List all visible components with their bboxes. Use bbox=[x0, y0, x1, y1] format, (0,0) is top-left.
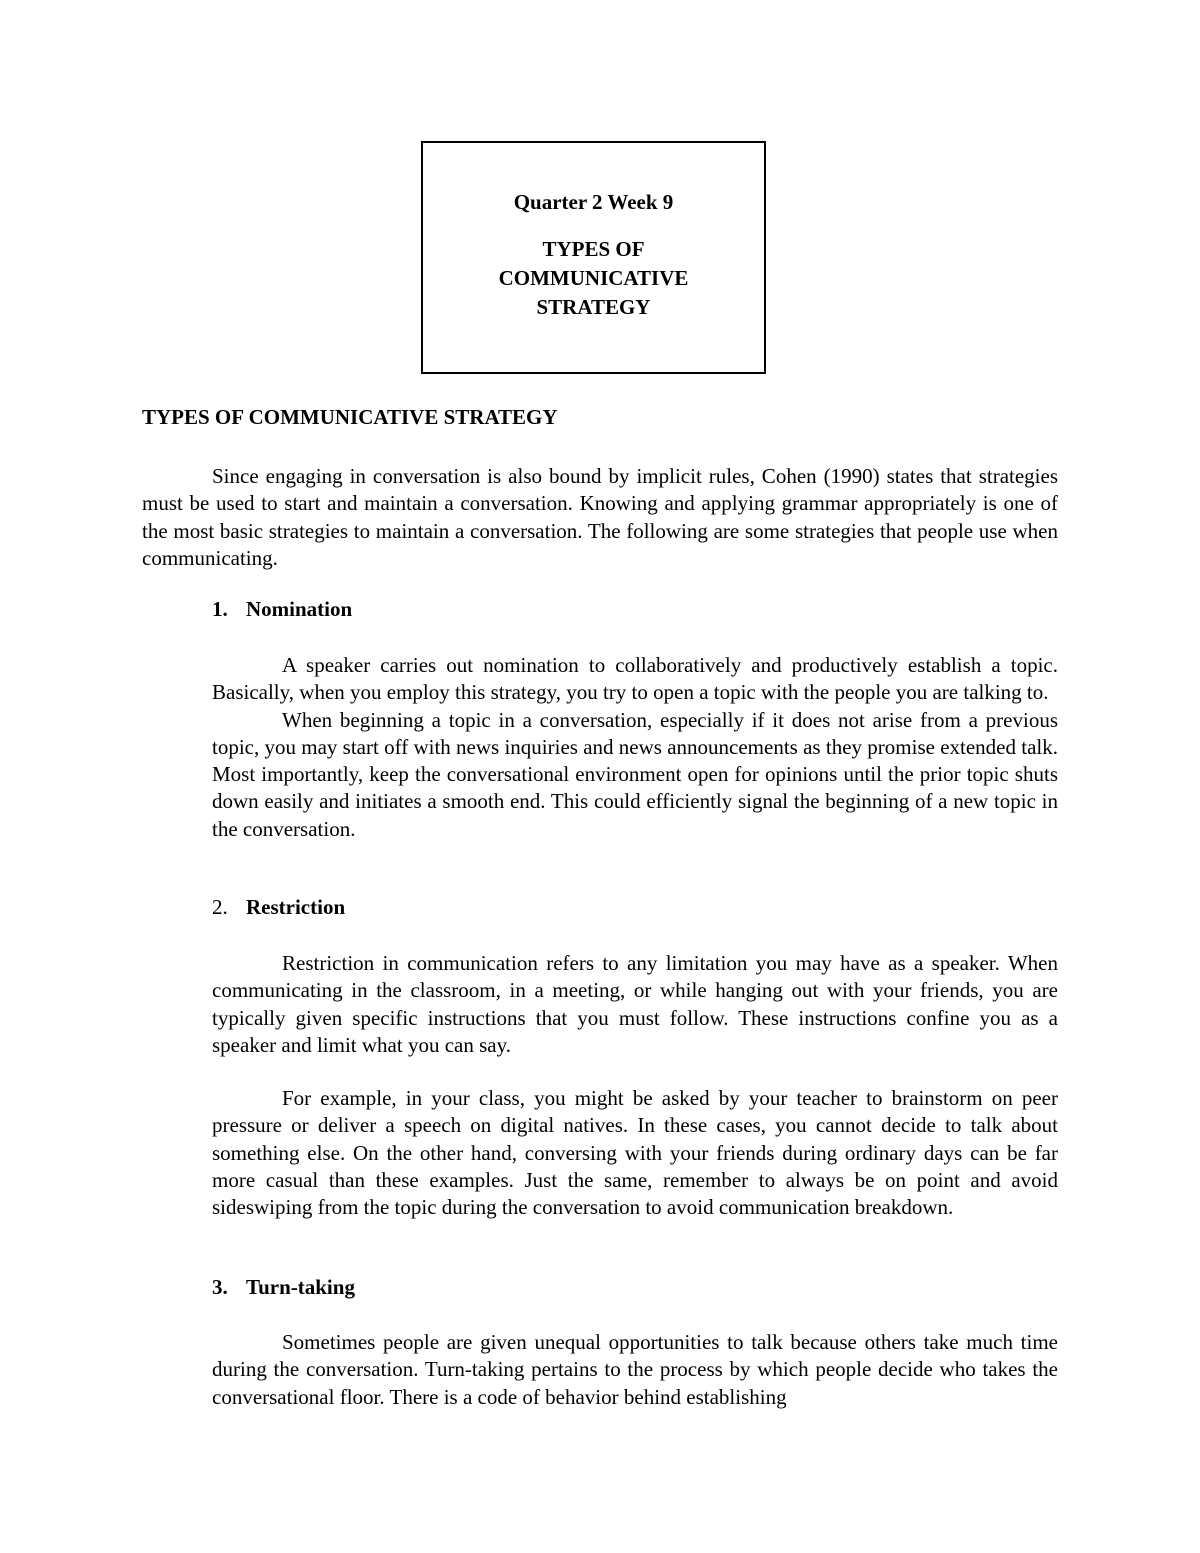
title-box bbox=[421, 141, 766, 374]
section-paragraph: When beginning a topic in a conversation, especially if it does not arise from a previous topic, you may start off with news inquiries and news announcements as they promise extended talk. Most importantly, keep the conversational environment open for opinions until the prior topic shuts down easily and initiates a smooth end. This could efficiently signal the beginning of a new topic in the conversation. bbox=[212, 707, 1058, 841]
page-heading: TYPES OF COMMUNICATIVE STRATEGY bbox=[142, 405, 558, 429]
quarter-week-label: Quarter 2 Week 9 bbox=[513, 190, 674, 214]
section-nomination-title bbox=[212, 597, 352, 622]
section-title-text: Nomination bbox=[246, 597, 353, 621]
section-nomination-body bbox=[212, 652, 1058, 843]
intro-block bbox=[142, 463, 1058, 572]
topic-title-line: TYPES OF bbox=[542, 237, 645, 261]
section-number: 2. bbox=[212, 895, 228, 919]
section-title-text: Restriction bbox=[246, 895, 346, 919]
section-number: 1. bbox=[212, 597, 228, 621]
intro-paragraph: Since engaging in conversation is also bound by implicit rules, Cohen (1990) states that strategies must be used to start and maintain a conversation. Knowing and applying grammar appropriately is one of the most basic strategies to maintain a conversation. The following are some strategies that people use when communicating. bbox=[142, 464, 1058, 570]
section-number: 3. bbox=[212, 1275, 228, 1299]
topic-title-line: COMMUNICATIVE bbox=[498, 266, 689, 290]
section-title-text: Turn-taking bbox=[246, 1275, 355, 1299]
section-restriction-body-2 bbox=[212, 1085, 1058, 1221]
section-paragraph: A speaker carries out nomination to collaboratively and productively establish a topic. Basically, when you employ this strategy, you try to open a topic with the people you are talking to. bbox=[212, 653, 1058, 705]
section-paragraph: Restriction in communication refers to any limitation you may have as a speaker. When communicating in the classroom, in a meeting, or while hanging out with your friends, you are typically given specific instructions that you must follow. These instructions confine you as a speaker and limit what you can say. bbox=[212, 951, 1058, 1057]
topic-title-line: STRATEGY bbox=[536, 295, 651, 319]
section-restriction-title bbox=[212, 895, 345, 920]
topic-title bbox=[423, 235, 764, 322]
section-paragraph: For example, in your class, you might be asked by your teacher to brainstorm on peer pressure or deliver a speech on digital natives. In these cases, you cannot decide to talk about something else. On the other hand, conversing with your friends during ordinary days can be far more casual than these examples. Just the same, remember to always be on point and avoid sideswiping from the topic during the conversation to avoid communication breakdown. bbox=[212, 1086, 1058, 1220]
section-paragraph: Sometimes people are given unequal opportunities to talk because others take much time during the conversation. Turn-taking pertains to the process by which people decide who takes the conversational floor. There is a code of behavior behind establishing bbox=[212, 1330, 1058, 1409]
section-turn-taking-title bbox=[212, 1275, 355, 1300]
section-restriction-body bbox=[212, 950, 1058, 1059]
section-turn-taking-body bbox=[212, 1329, 1058, 1411]
